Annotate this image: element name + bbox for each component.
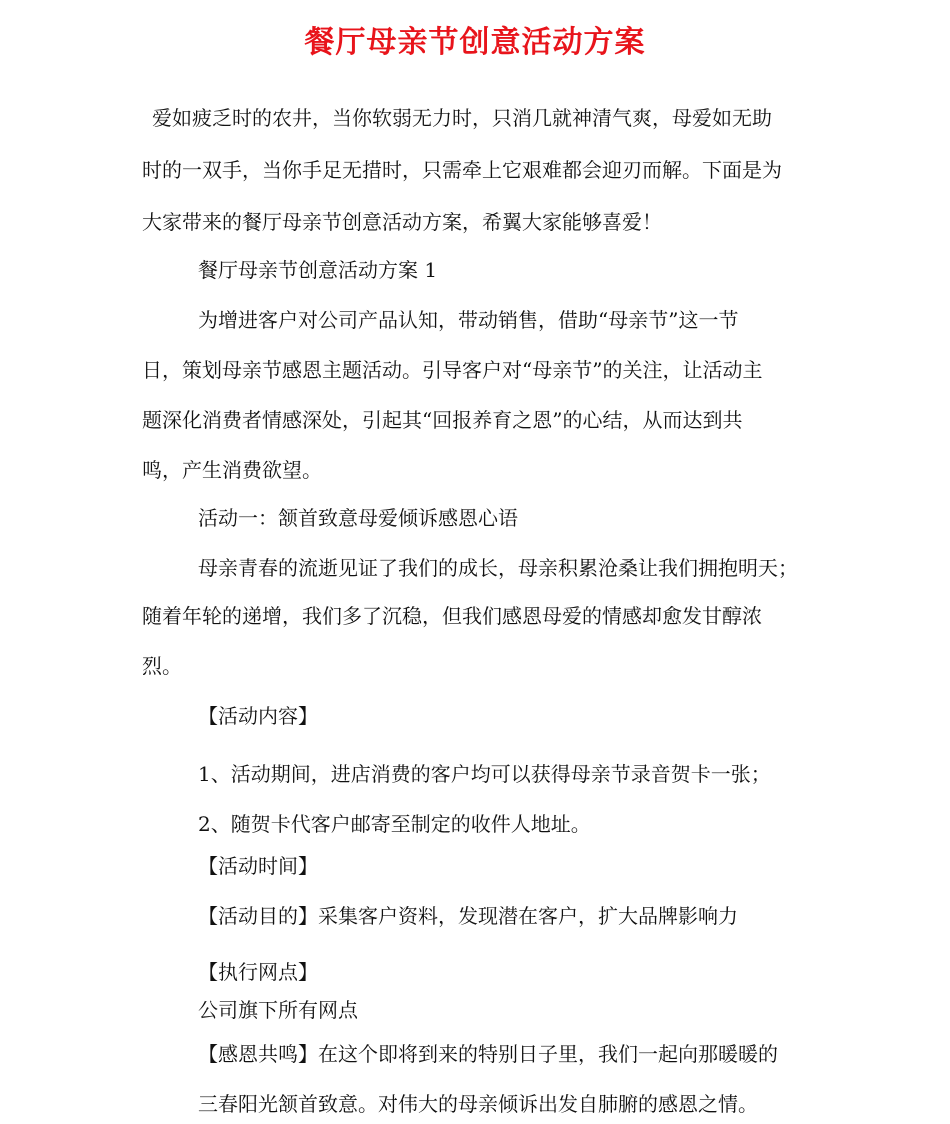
content-label: 【活动内容】	[198, 704, 318, 728]
content-item-2: 2、随贺卡代客户邮寄至制定的收件人地址。	[198, 812, 591, 836]
document-title: 餐厅母亲节创意活动方案	[304, 25, 646, 60]
intro-line-1: 爱如疲乏时的农井，当你软弱无力时，只消几就神清气爽，母爱如无助	[152, 106, 772, 130]
intro-line-3: 大家带来的餐厅母亲节创意活动方案，希翼大家能够喜爱！	[142, 210, 662, 234]
section-heading: 餐厅母亲节创意活动方案 1	[198, 258, 438, 282]
purpose-line-2: 日，策划母亲节感恩主题活动。引导客户对“母亲节”的关注，让活动主	[142, 358, 763, 382]
purpose-line-3: 题深化消费者情感深处，引起其“回报养育之恩”的心结，从而达到共	[142, 408, 743, 432]
activity-heading: 活动一：颔首致意母爱倾诉感恩心语	[198, 506, 518, 530]
time-label: 【活动时间】	[198, 854, 318, 878]
thanks-line-1: 【感恩共鸣】在这个即将到来的特别日子里，我们一起向那暖暖的	[198, 1042, 778, 1066]
intro-line-2: 时的一双手，当你手足无措时，只需牵上它艰难都会迎刃而解。下面是为	[142, 158, 782, 182]
outlet-label: 【执行网点】	[198, 960, 318, 984]
purpose-line-1: 为增进客户对公司产品认知，带动销售，借助“母亲节”这一节	[198, 308, 739, 332]
content-item-1: 1、活动期间，进店消费的客户均可以获得母亲节录音贺卡一张；	[198, 762, 771, 786]
purpose-line-4: 鸣，产生消费欲望。	[142, 458, 322, 482]
goal-line: 【活动目的】采集客户资料，发现潜在客户，扩大品牌影响力	[198, 904, 738, 928]
thanks-line-2: 三春阳光颔首致意。对伟大的母亲倾诉出发自肺腑的感恩之情。	[198, 1092, 758, 1116]
outlet-text: 公司旗下所有网点	[198, 998, 358, 1022]
activity-line-3: 烈。	[142, 654, 182, 678]
activity-line-2: 随着年轮的递增，我们多了沉稳，但我们感恩母爱的情感却愈发甘醇浓	[142, 604, 762, 628]
activity-line-1: 母亲青春的流逝见证了我们的成长，母亲积累沧桑让我们拥抱明天；	[198, 556, 798, 580]
